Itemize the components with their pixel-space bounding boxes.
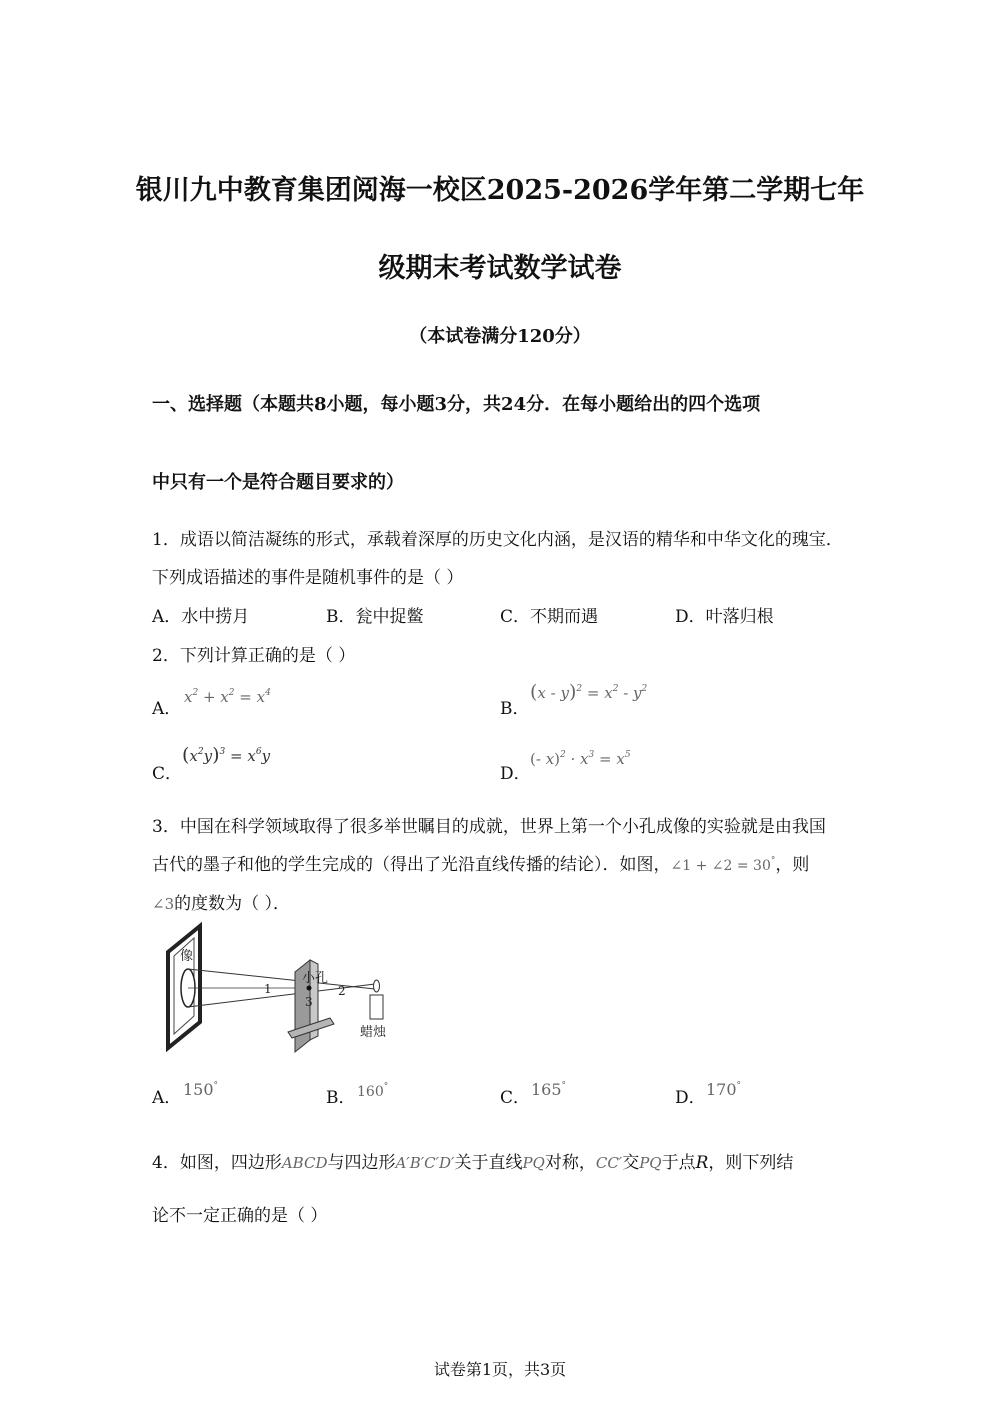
- image-label: 像: [180, 949, 194, 964]
- q4-segment-cc: CC′: [595, 1154, 623, 1172]
- angle1-label: 1: [264, 982, 272, 996]
- section1-heading-line2: 中只有一个是符合题目要求的）: [152, 472, 404, 493]
- q3-stem-line3: [152, 889, 290, 914]
- q2-option-b-formula: $(x - y)^2 = x^2 - y^2$: [530, 681, 648, 703]
- q1-option-c: C．不期而遇: [500, 607, 599, 627]
- q2-option-c-formula: $(x^2y)^3 = x^6y$: [182, 744, 271, 766]
- hole-label: 小孔: [302, 971, 329, 986]
- q3-angle3-symbol: ∠3: [152, 895, 175, 913]
- q2-stem: 2．下列计算正确的是（ ）: [152, 646, 356, 666]
- candle-label: 蜡烛: [360, 1025, 387, 1040]
- page-footer: 试卷第1页，共3页: [433, 1360, 567, 1379]
- q3-stem-line2-text: 古代的墨子和他的学生完成的（得出了光沿直线传播的结论）．如图，: [152, 855, 671, 875]
- candle: [370, 995, 383, 1019]
- q3-stem-line1: 3．中国在科学领域取得了很多举世瞩目的成就，世界上第一个小孔成像的实验就是由我国: [152, 817, 826, 837]
- pinhole: [307, 986, 312, 991]
- score-note: （本试卷满分120分）: [409, 326, 591, 347]
- angle2-label: 2: [338, 984, 346, 998]
- q3-option-a-value: 150°: [183, 1080, 219, 1099]
- q4-quad-abcd-prime: A′B′C′D′: [395, 1154, 455, 1172]
- q1-option-d: D．叶落归根: [675, 607, 774, 627]
- q4-line-pq: PQ: [522, 1154, 545, 1172]
- q2-option-c-label: C．: [152, 764, 183, 784]
- q3-option-c-value: 165°: [531, 1080, 567, 1099]
- pinhole-figure: [160, 920, 400, 1055]
- exam-title-line2: 级期末考试数学试卷: [378, 253, 622, 284]
- q2-option-d-formula: (- $x)^2 \cdot x^3 = x^5$: [530, 750, 631, 768]
- q3-option-d-value: 170°: [706, 1080, 742, 1099]
- q3-option-d-label: D．: [675, 1088, 706, 1108]
- q4-stem-line2: 论不一定正确的是（ ）: [152, 1206, 328, 1226]
- q3-angle-condition: ∠1 + ∠2 = 30°: [670, 856, 776, 874]
- q3-option-c-label: C．: [500, 1088, 531, 1108]
- q1-stem-line1: 1．成语以简洁凝练的形式，承载着深厚的历史文化内涵，是汉语的精华和中华文化的瑰宝．: [152, 530, 843, 550]
- q3-stem-line3-text: 的度数为（ ）．: [174, 894, 291, 914]
- q4-line-pq-2: PQ: [639, 1154, 662, 1172]
- q2-option-d-label: D．: [500, 764, 531, 784]
- ray-upper: [188, 969, 375, 989]
- q3-stem-line2: [152, 850, 809, 875]
- exam-title-line1: 银川九中教育集团阅海一校区2025-2026学年第二学期七年: [135, 175, 865, 206]
- q1-stem-line2: 下列成语描述的事件是随机事件的是（ ）: [152, 568, 464, 588]
- candle-flame: [374, 980, 380, 992]
- section1-heading-line1: 一、选择题（本题共8小题，每小题3分，共24分．在每小题给出的四个选项: [152, 394, 761, 415]
- q2-option-a-label: A．: [152, 699, 182, 719]
- q3-option-b-value: 160°: [357, 1082, 389, 1100]
- q1-option-a: A．水中捞月: [152, 607, 250, 627]
- q2-option-a-formula: $x^2 + x^2 = x^4$: [184, 688, 271, 706]
- q1-option-b: B．瓮中捉鳖: [326, 607, 424, 627]
- q4-quad-abcd: ABCD: [281, 1154, 328, 1172]
- q3-option-b-label: B．: [326, 1088, 356, 1108]
- ray-lower: [188, 984, 375, 1007]
- q3-option-a-label: A．: [152, 1088, 182, 1108]
- angle3-label: 3: [305, 995, 313, 1009]
- q4-point-r: R: [695, 1153, 709, 1173]
- q2-option-b-label: B．: [500, 699, 530, 719]
- q4-stem-line1: 4．如图，四边形ABCD与四边形A′B′C′D′关于直线PQ对称，CC′交PQ于点R，则下列结: [152, 1153, 794, 1173]
- q3-stem-line2-end: ，则: [775, 855, 810, 875]
